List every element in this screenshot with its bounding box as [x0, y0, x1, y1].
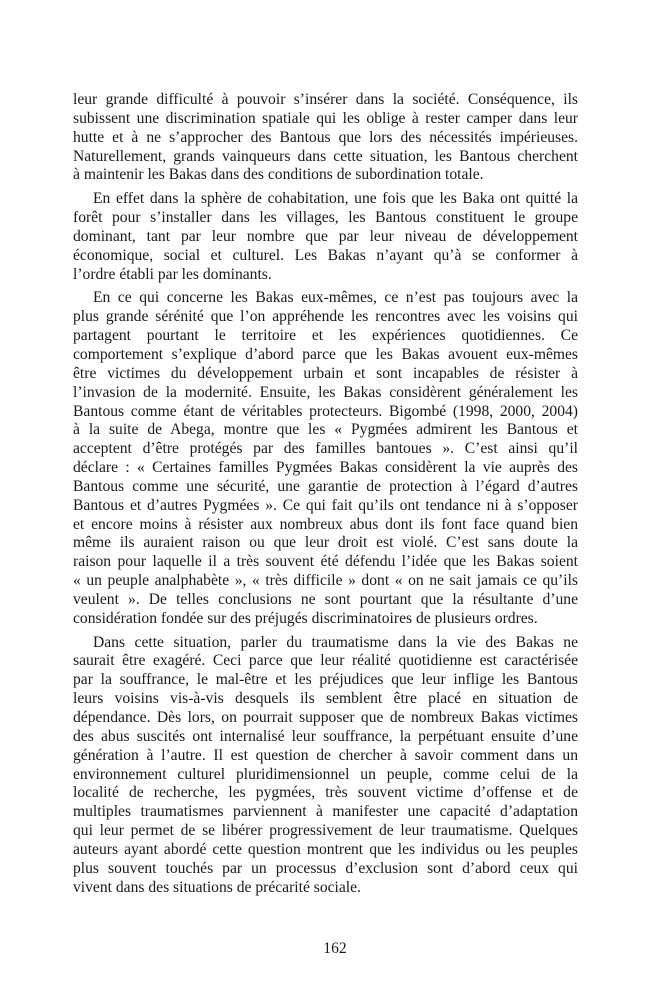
- text-line: veulent ». De telles conclusions ne sont pourtant que la résultante d’une: [73, 590, 578, 608]
- text-line: déclare : « Certaines familles Pygmées Bakas considèrent la vie auprès des: [73, 459, 578, 477]
- text-line: vivent dans des situations de précarité sociale.: [73, 878, 361, 896]
- text-line: En ce qui concerne les Bakas eux-mêmes, ce n’est pas toujours avec la: [93, 289, 578, 307]
- text-line: dominant, tant par leur nombre que par leur niveau de développement: [73, 227, 578, 245]
- text-line: Bantous et d’autres Pygmées ». Ce qui fait qu’ils ont tendance ni à s’opposer: [73, 496, 578, 514]
- text-line: environnement culturel pluridimensionnel un peuple, comme celui de la: [73, 765, 578, 783]
- text-line: auteurs ayant abordé cette question montrent que les individus ou les peuples: [73, 840, 578, 858]
- text-line: même ils auraient raison ou que leur droit est violé. C’est sans doute la: [73, 534, 578, 552]
- text-line: partagent pourtant le territoire et les expériences quotidiennes. Ce: [73, 327, 578, 345]
- text-line: économique, social et culturel. Les Bakas n’ayant qu’à se conformer à: [73, 246, 578, 264]
- text-line: comportement s’explique d’abord parce que les Bakas avouent eux-mêmes: [73, 345, 578, 363]
- text-line: Naturellement, grands vainqueurs dans cette situation, les Bantous cherchent: [73, 147, 578, 165]
- text-line: « un peuple analphabète », « très difficile » dont « on ne sait jamais ce qu’ils: [73, 572, 578, 590]
- text-line: dépendance. Dès lors, on pourrait supposer que de nombreux Bakas victimes: [73, 709, 578, 726]
- text-line: leurs voisins vis-à-vis desquels ils semblent être placé en situation de: [73, 690, 578, 708]
- text-line: qui leur permet de se libérer progressivement de leur traumatisme. Quelques: [73, 822, 578, 840]
- paragraph: [73, 91, 578, 185]
- text-line: acceptent d’être protégés par des familles bantoues ». C’est ainsi qu’il: [73, 440, 578, 458]
- text-line: multiples traumatismes parviennent à manifester une capacité d’adaptation: [73, 803, 578, 821]
- text-line: l’ordre établi par les dominants.: [73, 265, 272, 283]
- paragraph: [73, 190, 578, 284]
- text-line: subissent une discrimination spatiale qui les oblige à rester camper dans leur: [73, 109, 578, 127]
- page-number: 162: [323, 940, 347, 957]
- text-line: forêt pour s’installer dans les villages, les Bantous constituent le groupe: [73, 209, 578, 227]
- text-line: l’invasion de la modernité. Ensuite, les Bakas considèrent généralement les: [73, 383, 578, 401]
- text-line: localité de recherche, les pygmées, très souvent victime d’offense et de: [73, 784, 578, 802]
- text-line: des abus suscités ont internalisé leur souffrance, la perpétuant ensuite d’une: [73, 727, 578, 745]
- paragraph: [73, 289, 578, 628]
- text-line: raison pour laquelle il a très souvent été défendu l’idée que les Bakas soient: [73, 553, 578, 571]
- text-line: saurait être exagéré. Ceci parce que leur réalité quotidienne est caractérisée: [73, 652, 578, 670]
- text-line: plus grande sérénité que l’on appréhende les rencontres avec les voisins qui: [73, 308, 578, 326]
- paragraph: [73, 634, 578, 898]
- page-body: [73, 91, 578, 902]
- text-line: Dans cette situation, parler du traumatisme dans la vie des Bakas ne: [93, 633, 578, 651]
- text-line: considération fondée sur des préjugés discriminatoires de plusieurs ordres.: [73, 609, 538, 627]
- text-line: génération à l’autre. Il est question de chercher à savoir comment dans un: [73, 746, 578, 764]
- text-line: et encore moins à résister aux nombreux abus dont ils font face quand bien: [73, 515, 578, 533]
- text-line: être victimes du développement urbain et sont incapables de résister à: [73, 364, 578, 382]
- text-line: hutte et à ne s’approcher des Bantous que lors des nécessités impérieuses.: [73, 128, 578, 146]
- text-line: En effet dans la sphère de cohabitation, une fois que les Baka ont quitté la: [93, 190, 578, 208]
- text-line: plus souvent touchés par un processus d’exclusion sont d’abord ceux qui: [73, 859, 578, 877]
- text-line: Bantous comme une sécurité, une garantie de protection à l’égard d’autres: [73, 477, 578, 495]
- text-line: par la souffrance, le mal-être et les préjudices que leur inflige les Bantous: [73, 671, 578, 689]
- text-line: à maintenir les Bakas dans des conditions de subordination totale.: [73, 166, 484, 184]
- text-line: Bantous comme étant de véritables protecteurs. Bigombé (1998, 2000, 2004): [73, 402, 578, 420]
- text-line: leur grande difficulté à pouvoir s’insérer dans la société. Conséquence, ils: [73, 91, 578, 108]
- text-line: à la suite de Abega, montre que les « Pygmées admirent les Bantous et: [73, 421, 578, 439]
